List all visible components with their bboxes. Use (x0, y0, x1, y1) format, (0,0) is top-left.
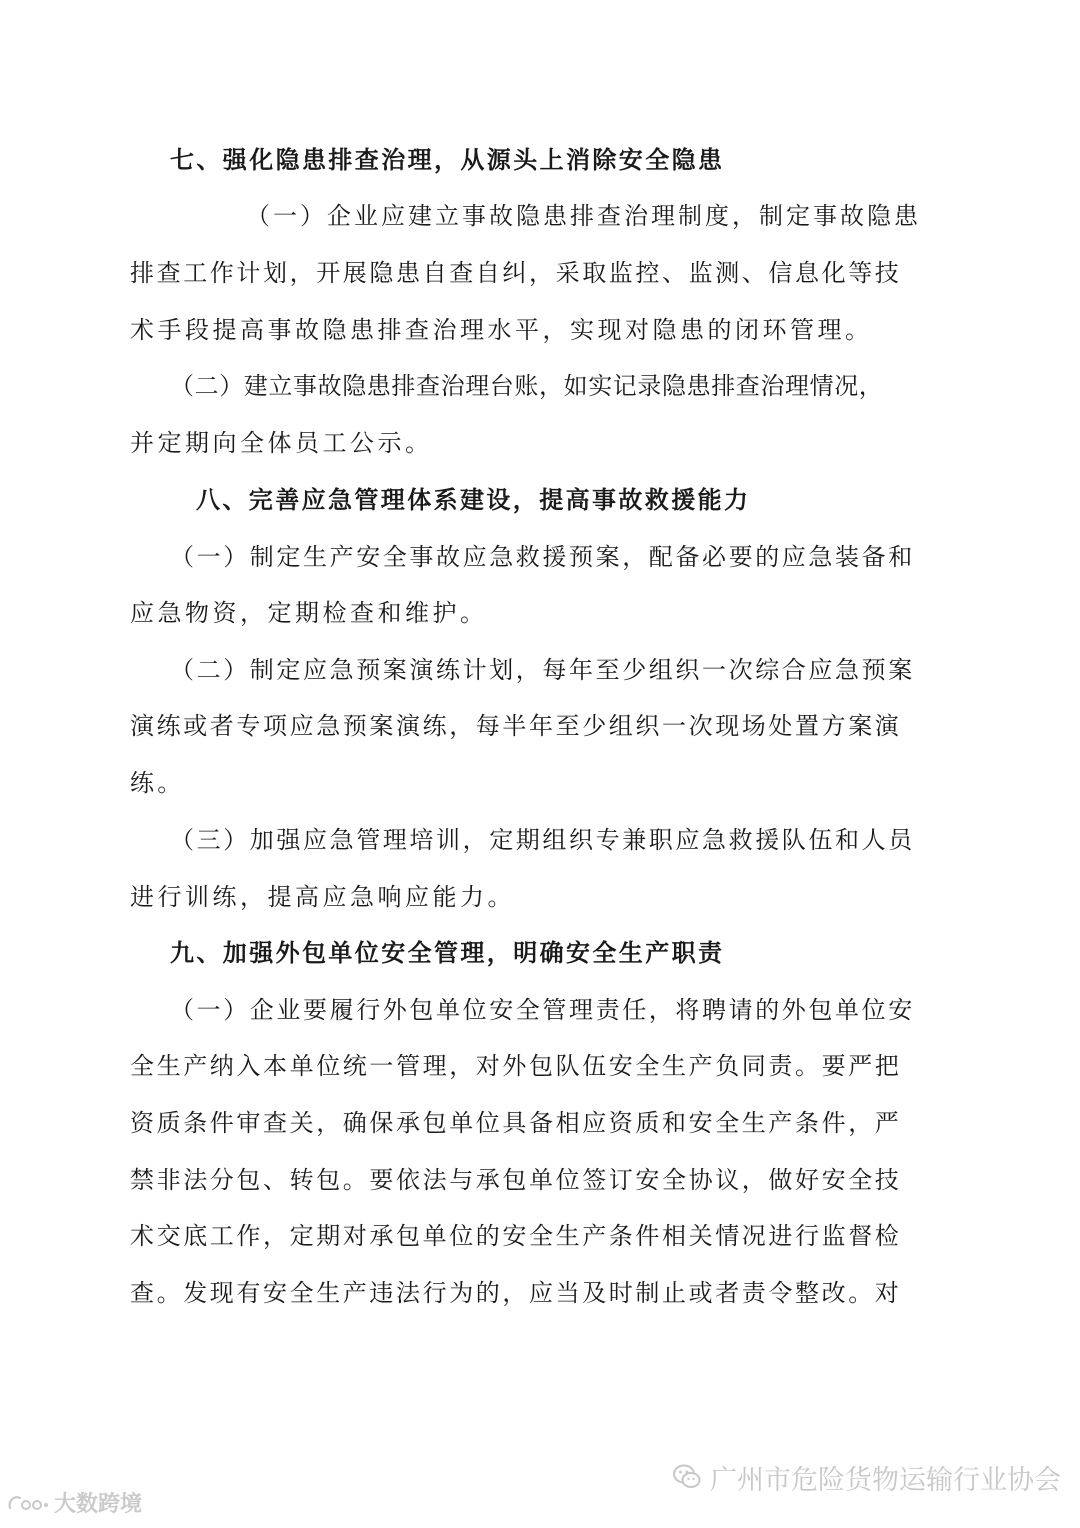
site-logo-icon (6, 1489, 50, 1515)
paragraph-line: 术交底工作，定期对承包单位的安全生产条件相关情况进行监督检 (130, 1222, 902, 1250)
paragraph-line: 并定期向全体员工公示。 (130, 429, 433, 457)
site-watermark (6, 1485, 142, 1519)
paragraph-line: （一）企业应建立事故隐患排查治理制度，制定事故隐患 (246, 202, 921, 230)
paragraph-line: 术手段提高事故隐患排查治理水平，实现对隐患的闭环管理。 (130, 316, 873, 344)
paragraph-line: 资质条件审查关，确保承包单位具备相应资质和安全生产条件，严 (130, 1109, 902, 1137)
wechat-icon (672, 1462, 702, 1492)
wechat-account-name: 广州市危险货物运输行业协会 (710, 1464, 1061, 1496)
paragraph-line: 全生产纳入本单位统一管理，对外包队伍安全生产负同责。要严把 (130, 1052, 902, 1080)
paragraph-line: 练。 (130, 769, 185, 797)
paragraph-line: （一）制定生产安全事故应急救援预案，配备必要的应急装备和 (170, 543, 915, 571)
paragraph-line: 进行训练，提高应急响应能力。 (130, 883, 515, 911)
section-heading-7: 七、强化隐患排查治理，从源头上消除安全隐患 (170, 145, 725, 174)
section-heading-9: 九、加强外包单位安全管理，明确安全生产职责 (170, 938, 725, 967)
paragraph-line: （一）企业要履行外包单位安全管理责任，将聘请的外包单位安 (170, 996, 915, 1024)
site-logo-text: 大数跨境 (54, 1491, 143, 1517)
paragraph-line: （二）建立事故隐患排查治理台账，如实记录隐患排查治理情况， (170, 372, 884, 400)
section-heading-8: 八、完善应急管理体系建设，提高事故救援能力 (196, 485, 751, 514)
paragraph-line: 排查工作计划，开展隐患自查自纠，采取监控、监测、信息化等技 (130, 259, 902, 287)
paragraph-line: 查。发现有安全生产违法行为的，应当及时制止或者责令整改。对 (130, 1279, 902, 1307)
paragraph-line: 演练或者专项应急预案演练，每半年至少组织一次现场处置方案演 (130, 712, 902, 740)
paragraph-line: 应急物资，定期检查和维护。 (130, 599, 488, 627)
paragraph-line: （三）加强应急管理培训，定期组织专兼职应急救援队伍和人员 (170, 826, 915, 854)
paragraph-line: （二）制定应急预案演练计划，每年至少组织一次综合应急预案 (170, 656, 915, 684)
paragraph-line: 禁非法分包、转包。要依法与承包单位签订安全协议，做好安全技 (130, 1166, 902, 1194)
wechat-watermark (672, 1455, 1061, 1499)
